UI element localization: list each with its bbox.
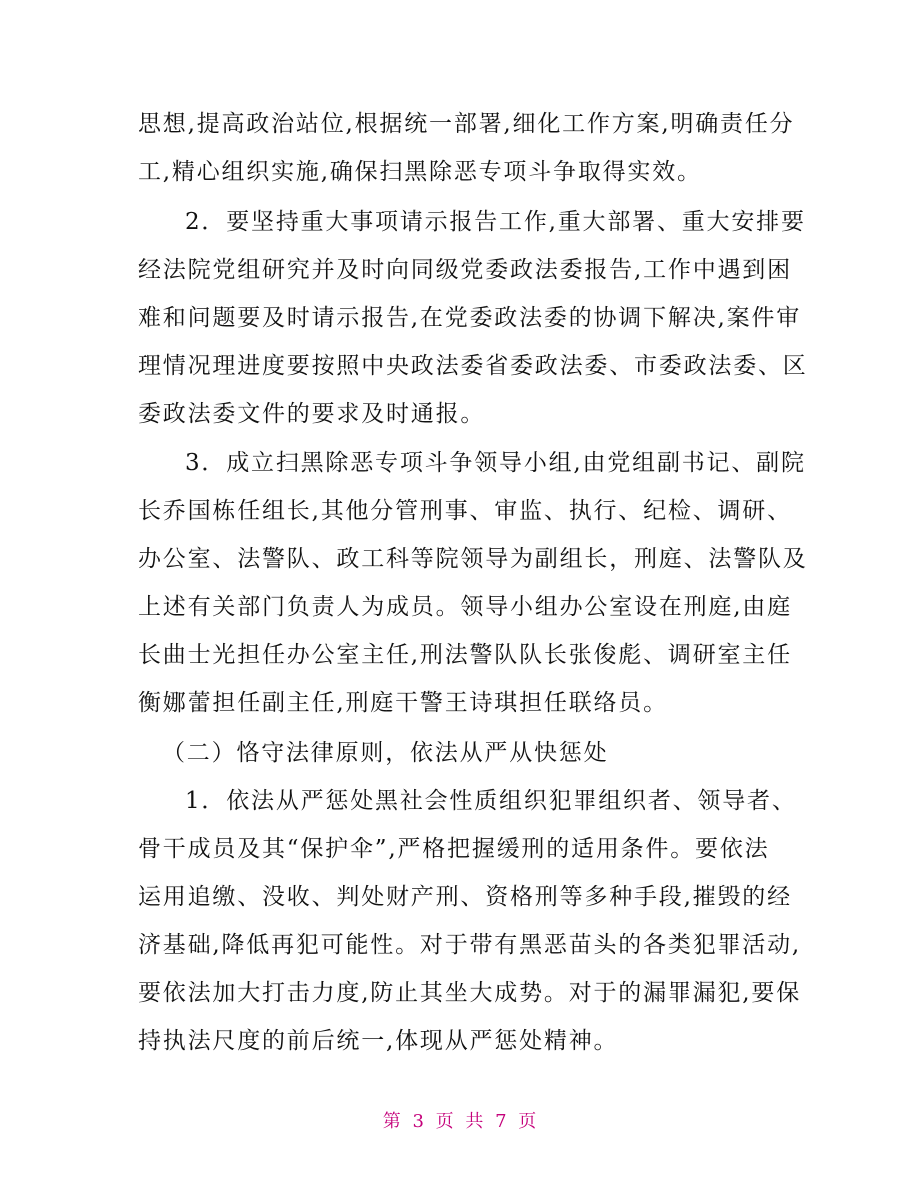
footer-prefix: 第 xyxy=(382,1111,402,1132)
body-line-5: 难和问题要及时请示报告,在党委政法委的协调下解决,案件审 xyxy=(138,305,802,331)
body-line-2: 工,精心组织实施,确保扫黑除恶专项斗争取得实效。 xyxy=(138,159,702,185)
body-line-20: 持执法尺度的前后统一,体现从严惩处精神。 xyxy=(138,1028,619,1054)
body-line-13: 衡娜蕾担任副主任,刑庭干警王诗琪担任联络员。 xyxy=(138,690,668,716)
section-heading: （二）恪守法律原则，依法从严从快惩处 xyxy=(162,740,609,766)
body-line-4: 经法院党组研究并及时向同级党委政法委报告,工作中遇到困 xyxy=(138,257,792,283)
footer-suffix: 页 xyxy=(518,1111,538,1132)
body-line-10: 办公室、法警队、政工科等院领导为副组长，刑庭、法警队及 xyxy=(138,546,808,572)
footer-total-word: 共 xyxy=(465,1111,485,1132)
page-number-footer xyxy=(0,1110,920,1134)
body-line-3: 2．要坚持重大事项请示报告工作,重大部署、重大安排要 xyxy=(185,209,806,235)
body-line-6: 理情况理进度要按照中央政法委省委政法委、市委政法委、区 xyxy=(138,353,808,379)
body-line-11: 上述有关部门负责人为成员。领导小组办公室设在刑庭,由庭 xyxy=(138,594,792,620)
body-line-19: 要依法加大打击力度,防止其坐大成势。对于的漏罪漏犯,要保 xyxy=(138,980,802,1006)
body-line-15: 1．依法从严惩处黑社会性质组织犯罪组织者、领导者、 xyxy=(185,788,797,814)
footer-current-page: 3 xyxy=(412,1111,425,1132)
body-line-1: 思想,提高政治站位,根据统一部署,细化工作方案,明确责任分 xyxy=(138,111,795,137)
body-line-12: 长曲士光担任办公室主任,刑法警队队长张俊彪、调研室主任 xyxy=(138,642,792,668)
body-line-7: 委政法委文件的要求及时通报。 xyxy=(138,401,486,427)
body-line-17: 运用追缴、没收、判处财产刑、资格刑等多种手段,摧毁的经 xyxy=(138,884,792,910)
body-line-9: 长乔国栋任组长,其他分管刑事、审监、执行、纪检、调研、 xyxy=(138,498,792,524)
body-line-18: 济基础,降低再犯可能性。对于带有黑恶苗头的各类犯罪活动, xyxy=(138,932,802,958)
footer-total-pages: 7 xyxy=(495,1111,508,1132)
body-line-16: 骨干成员及其“保护伞”,严格把握缓刑的适用条件。要依法 xyxy=(138,836,770,862)
footer-page-word: 页 xyxy=(435,1111,455,1132)
body-line-8: 3．成立扫黑除恶专项斗争领导小组,由党组副书记、副院 xyxy=(185,450,806,476)
